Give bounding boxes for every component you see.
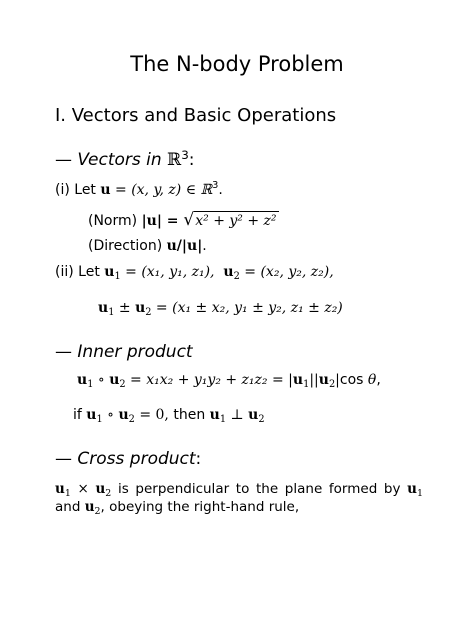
sum-rhs: = (x₁ ± x₂, y₁ ± y₂, z₁ ± z₂) [151,300,343,316]
orth-then: then [173,407,210,423]
inner-norm-u1: u [292,372,304,388]
item-i-label: (i) Let [55,182,101,198]
cross-heading-text: Cross product [77,449,196,469]
cross-product-heading [55,449,201,469]
orth-if: if [73,407,87,423]
item-ii-u2-def: = (x₂, y₂, z₂), [239,264,334,280]
cross-dash: — [55,449,72,469]
orth-u2-sub: 2 [128,414,135,425]
inner-u2-sub: 2 [119,379,126,390]
inner-op: ∘ [93,372,110,388]
orth-u1: u [86,407,97,423]
cross-u2: u [95,481,106,497]
orth-perp: ⊥ [226,407,249,423]
inner-mid-bars: || [309,372,319,388]
item-ii-u2-sub: 2 [233,271,240,282]
direction-line [88,238,207,254]
direction-expression: u/|u| [166,238,203,254]
norm-line [88,210,279,230]
sum-pm: ± [114,300,136,316]
sum-formula [98,300,343,316]
norm-lhs: |u| = [141,213,184,229]
item-ii [55,264,334,280]
item-i [55,182,223,198]
inner-norm-u1-sub: 1 [303,379,310,390]
sum-u2-sub: 2 [145,307,152,318]
inner-theta: θ [367,372,377,388]
orth-u1-sub: 1 [96,414,103,425]
orth-v2: u [248,407,259,423]
section-heading: I. Vectors and Basic Operations [55,105,337,126]
inner-norm-u2-sub: 2 [328,379,336,390]
direction-label: (Direction) [88,238,167,254]
sum-u2: u [135,300,146,316]
orth-v1: u [209,407,220,423]
inner-product-formula [77,372,381,388]
cross-u2-sub: 2 [105,488,112,499]
item-ii-u1: u [104,264,115,280]
cross-and: and [55,499,85,515]
inner-rhs: = x₁x₂ + y₁y₂ + z₁z₂ = | [125,372,293,388]
orth-op: ∘ [102,407,119,423]
cross-text-1: is perpendicular to the plane formed by [111,481,408,497]
item-ii-u1-sub: 1 [114,271,121,282]
norm-expression: x² + y² + z² [195,213,277,229]
item-i-end: . [218,182,223,198]
item-i-exponent: 3 [212,180,219,191]
inner-u1-sub: 1 [87,379,94,390]
cross-colon: : [195,449,202,469]
item-i-vector: u [100,182,111,198]
cross-v2-sub: 2 [94,506,101,517]
direction-end: . [202,238,207,254]
reals-symbol: ℝ [167,150,182,170]
item-ii-u2: u [223,264,234,280]
inner-product-heading [55,342,193,362]
vectors-dash: — [55,150,72,170]
page-title: The N-body Problem [130,52,344,76]
item-i-definition: = (x, y, z) ∈ ℝ [110,182,213,198]
cross-v2: u [84,499,95,515]
cross-v1-sub: 1 [416,488,423,499]
orth-eq: = 0, [134,407,174,423]
cross-v1: u [407,481,417,497]
item-ii-label: (ii) Let [55,264,105,280]
inner-u1: u [77,372,88,388]
reals-exponent: 3 [181,148,189,162]
inner-bar: | [335,372,340,388]
orthogonality-line [73,407,265,423]
inner-u2: u [109,372,120,388]
orth-v1-sub: 1 [219,414,227,425]
inner-norm-u2: u [318,372,329,388]
cross-product-paragraph [55,480,423,516]
cross-u1: u [55,481,65,497]
orth-u2: u [118,407,129,423]
inner-end: , [376,372,381,388]
norm-label: (Norm) [88,213,142,229]
item-ii-u1-def: = (x₁, y₁, z₁), [120,264,215,280]
inner-cos: cos [339,372,368,388]
inner-dash: — [55,342,72,362]
cross-times: × [70,481,96,497]
inner-heading-text: Inner product [77,342,193,362]
sqrt-symbol: √ [183,210,195,230]
sum-u1-sub: 1 [108,307,115,318]
vectors-heading-text: Vectors in [77,150,168,170]
cross-text-2: , obeying the right-hand rule, [100,499,300,515]
orth-v2-sub: 2 [258,414,265,425]
vectors-colon: : [188,150,195,170]
sum-u1: u [98,300,109,316]
vectors-heading [55,150,195,170]
cross-u1-sub: 1 [64,488,71,499]
